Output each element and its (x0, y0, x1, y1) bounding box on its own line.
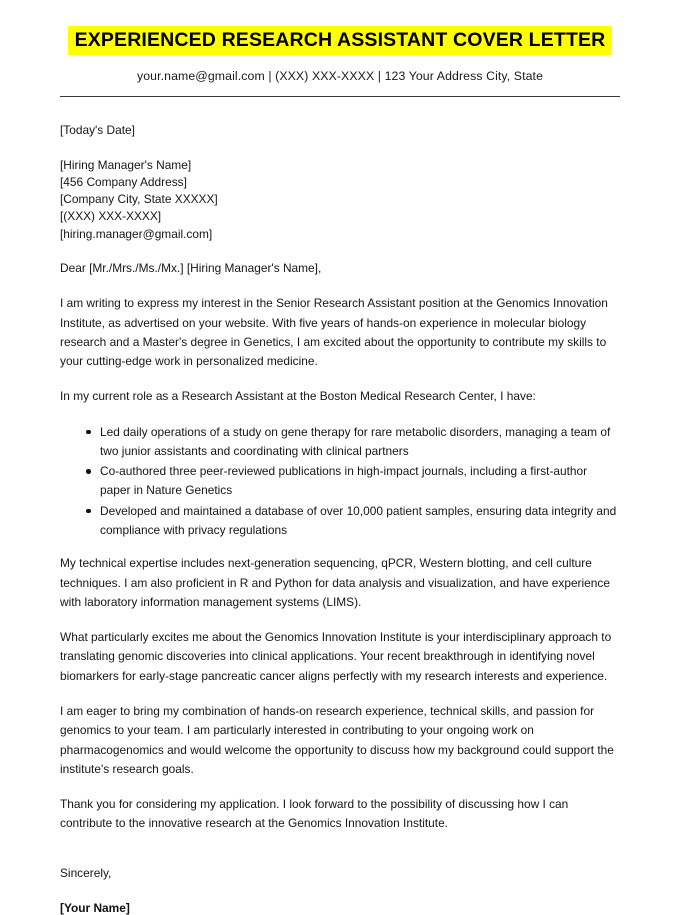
list-item: Led daily operations of a study on gene therapy for rare metabolic disorders, managing a team of two junior assistants and coordinating with clinical partners (86, 423, 620, 462)
header-divider (60, 96, 620, 97)
body-paragraph-2: In my current role as a Research Assistant at the Boston Medical Research Center, I have: (60, 389, 536, 404)
body-paragraph-3: My technical expertise includes next-generation sequencing, qPCR, Western blotting, and cell culture techniques. I am also proficient in R and Python for data analysis and visualization, and have experience with laboratory information management systems (LIMS). (60, 556, 610, 609)
body-paragraph-5: I am eager to bring my combination of hands-on research experience, technical skills, and passion for genomics to your team. I am particularly interested in contributing to your ongoing work on pharmacogenomics and would welcome the opportunity to discuss how my background could support the institute's research goals. (60, 704, 614, 776)
signature-name: [Your Name] (60, 900, 130, 915)
paragraph-5-block (60, 702, 620, 779)
date-block (60, 121, 620, 140)
date-line: [Today's Date] (60, 123, 135, 138)
achievements-list (60, 423, 620, 541)
body-paragraph-6: Thank you for considering my application. I look forward to the possibility of discussing how I can contribute to the innovative research at the Genomics Innovation Institute. (60, 797, 569, 831)
recipient-name: [Hiring Manager's Name] (60, 157, 192, 172)
recipient-email: [hiring.manager@gmail.com] (60, 226, 213, 241)
list-item: Developed and maintained a database of over 10,000 patient samples, ensuring data integrity and compliance with privacy regulations (86, 502, 620, 541)
recipient-address-block (60, 157, 620, 243)
recipient-address: [456 Company Address] (60, 174, 187, 189)
recipient-city-state-zip: [Company City, State XXXXX] (60, 192, 218, 207)
contact-line: your.name@gmail.com | (XXX) XXX-XXXX | 123 Your Address City, State (136, 69, 544, 84)
paragraph-3-block (60, 554, 620, 612)
body-paragraph-1: I am writing to express my interest in the Senior Research Assistant position at the Genomics Innovation Institute, as advertised on your website. With five years of hands-on experience in molecular biology research and a Master's degree in Genetics, I am excited about the opportunity to contribute my skills to your cutting-edge work in personalized medicine. (60, 296, 608, 369)
list-item: Co-authored three peer-reviewed publications in high-impact journals, including a first-author paper in Nature Genetics (86, 462, 620, 501)
page-title: EXPERIENCED RESEARCH ASSISTANT COVER LETTER (68, 26, 613, 55)
recipient-phone: [(XXX) XXX-XXXX] (60, 209, 162, 224)
paragraph-6-block (60, 795, 620, 834)
closing-block (60, 864, 620, 915)
letter-body (0, 121, 680, 915)
salutation-block (60, 259, 620, 278)
paragraph-4-block (60, 628, 620, 686)
paragraph-2-block (60, 387, 620, 406)
paragraph-1-block (60, 294, 620, 371)
letter-header (0, 0, 680, 97)
salutation: Dear [Mr./Mrs./Ms./Mx.] [Hiring Manager's Name], (60, 260, 322, 275)
body-paragraph-4: What particularly excites me about the Genomics Innovation Institute is your interdisciplinary approach to translating genomic discoveries into clinical applications. Your recent breakthrough in identifying novel biomarkers for early-stage pancreatic cancer aligns perfectly with my research interests and experience. (60, 630, 612, 683)
closing-salutation: Sincerely, (60, 865, 112, 880)
